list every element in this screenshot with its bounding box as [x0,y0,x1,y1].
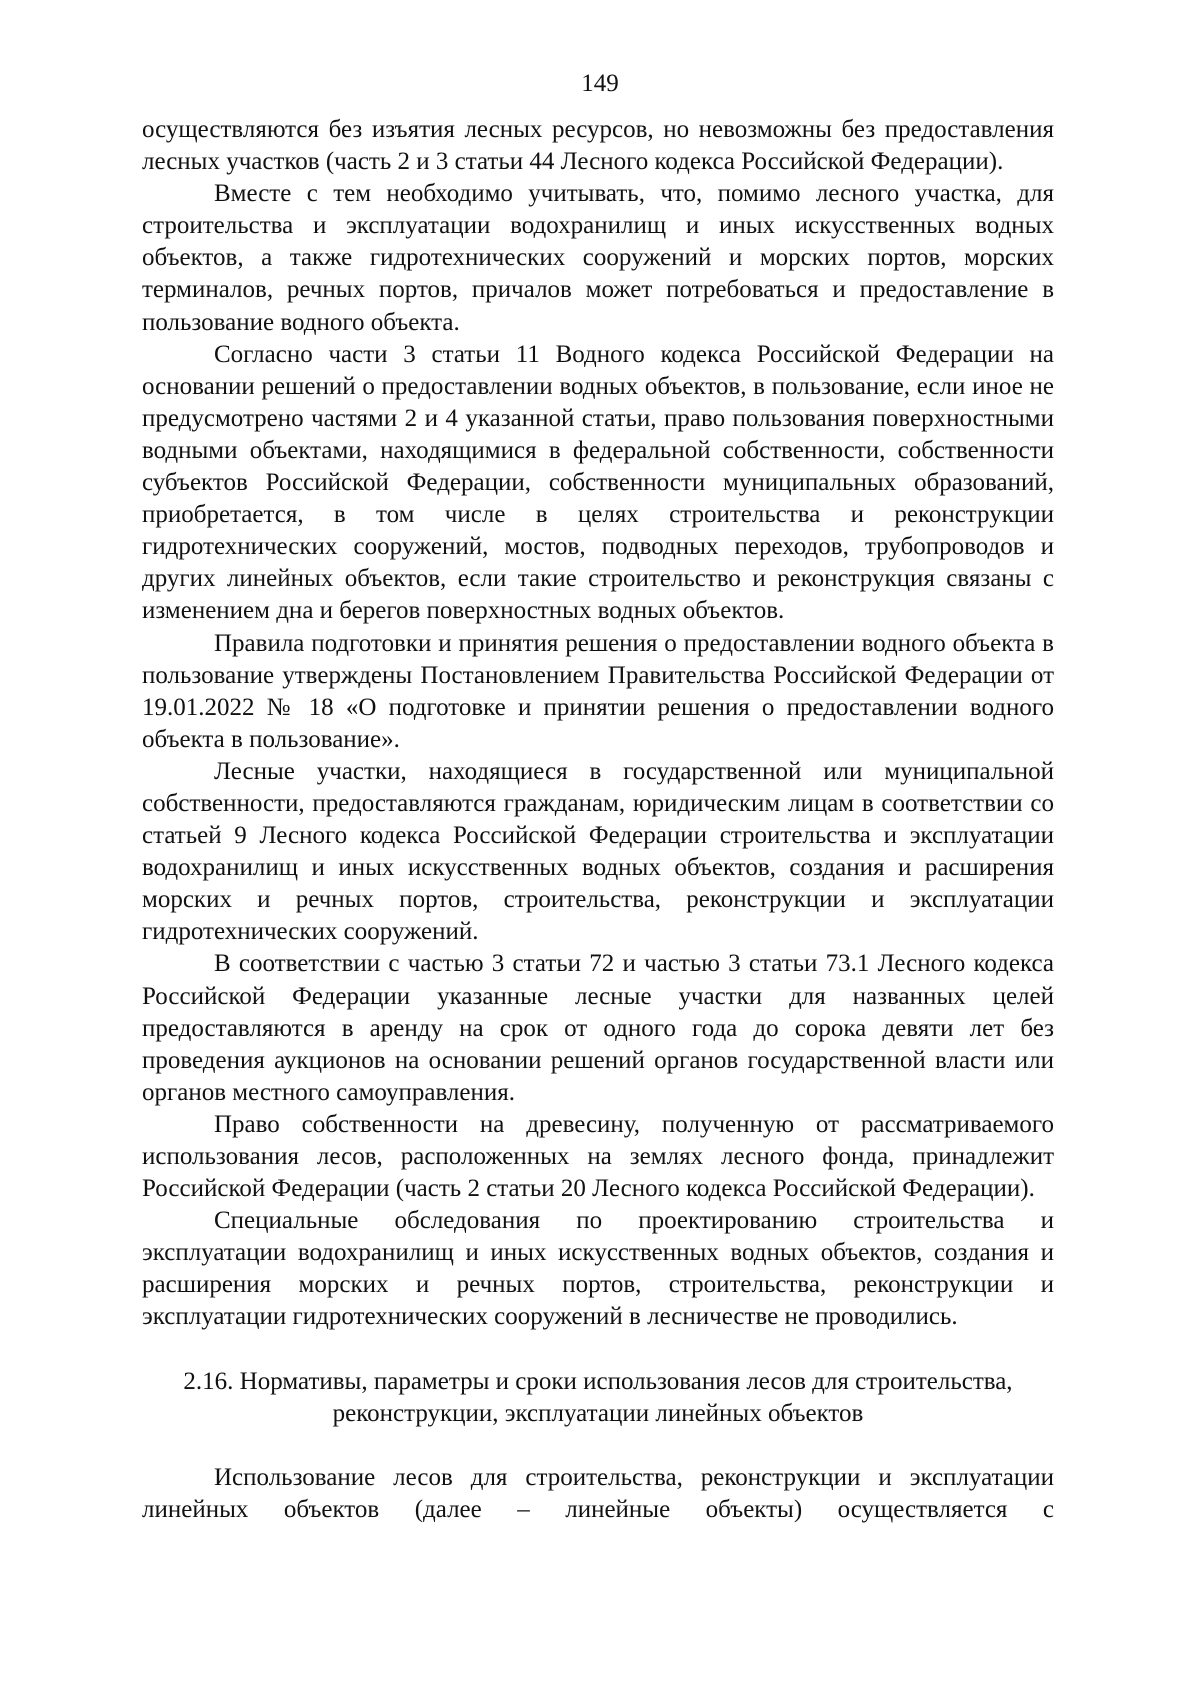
section-heading-line-1: 2.16. Нормативы, параметры и сроки использования лесов для строительства, [183,1367,1013,1395]
paragraph-timber-ownership: Право собственности на древесину, полученную от рассматриваемого использования лесов, расположенных на землях лесного фонда, принадлежит Российской Федерации (часть 2 статьи 20 Лесного кодекса Российской Федерации). [142,1110,1054,1203]
page-number: 149 [581,70,619,97]
paragraph-water-object-use: Вместе с тем необходимо учитывать, что, помимо лесного участка, для строительства и эксплуатации водохранилищ и иных искусственных водных объектов, а также гидротехнических сооружений и морских портов, морских терминалов, речных портов, причалов может потребоваться и предоставление в пользование водного объекта. [142,180,1054,336]
section-heading-line-2: реконструкции, эксплуатации линейных объектов [332,1399,864,1427]
paragraph-lease-terms: В соответствии с частью 3 статьи 72 и частью 3 статьи 73.1 Лесного кодекса Российской Федерации указанные лесные участки для названных целей предоставляются в аренду на срок от одного года до сорока девяти лет без проведения аукционов на основании решений органов государственной власти или органов местного самоуправления. [142,950,1054,1106]
paragraph-linear-objects: Использование лесов для строительства, реконструкции и эксплуатации линейных объектов (далее – линейные объекты) осуществляется с [142,1463,1054,1523]
paragraph-forest-plots-provision: Лесные участки, находящиеся в государственной или муниципальной собственности, предоставляются гражданам, юридическим лицам в соответствии со статьей 9 Лесного кодекса Российской Федерации строительства и эксплуатации водохранилищ и иных искусственных водных объектов, создания и расширения морских и речных портов, строительства, реконструкции и эксплуатации гидротехнических сооружений. [142,757,1054,946]
document-body [142,114,1054,1526]
paragraph-continuation: осуществляются без изъятия лесных ресурсов, но невозможны без предоставления лесных участков (часть 2 и 3 статьи 44 Лесного кодекса Российской Федерации). [142,116,1054,176]
paragraph-government-decree: Правила подготовки и принятия решения о предоставлении водного объекта в пользование утверждены Постановлением Правительства Российской Федерации от 19.01.2022 № 18 «О подготовке и принятии решения о предоставлении водного объекта в пользование». [142,629,1054,753]
section-heading [142,1366,1054,1430]
paragraph-water-code-article-11: Согласно части 3 статьи 11 Водного кодекса Российской Федерации на основании решений о предоставлении водных объектов, в пользование, если иное не предусмотрено частями 2 и 4 указанной статьи, право пользования поверхностными водными объектами, находящимися в федеральной собственности, собственности субъектов Российской Федерации, собственности муниципальных образований, приобретается, в том числе в целях строительства и реконструкции гидротехнических сооружений, мостов, подводных переходов, трубопроводов и других линейных объектов, если такие строительство и реконструкция связаны с изменением дна и берегов поверхностных водных объектов. [142,340,1054,625]
paragraph-special-surveys: Специальные обследования по проектированию строительства и эксплуатации водохранилищ и иных искусственных водных объектов, создания и расширения морских и речных портов, строительства, реконструкции и эксплуатации гидротехнических сооружений в лесничестве не проводились. [142,1207,1054,1331]
